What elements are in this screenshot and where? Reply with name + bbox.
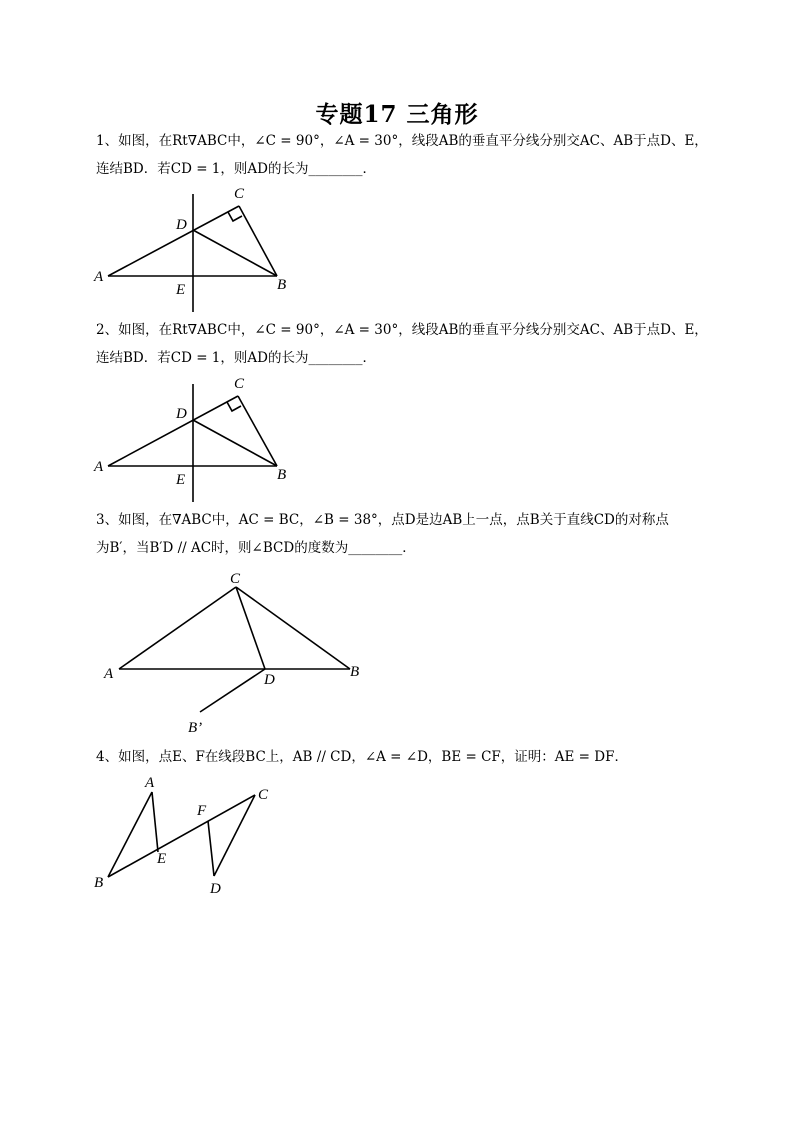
problem-3-line-1: 3、如图，在∇ABC中，AC = BC，∠B = 38°，点D是边AB上一点，点B关于直线CD的对称点 (96, 512, 669, 528)
label-b: B (277, 277, 287, 293)
problem-1-line-2: 连结BD．若CD = 1，则AD的长为________． (96, 161, 376, 177)
label-b-prime: B’ (188, 720, 203, 736)
label-e: E (176, 282, 186, 298)
label-a: A (94, 269, 104, 285)
label-d: D (210, 881, 221, 897)
label-e: E (176, 472, 186, 488)
label-d: D (176, 217, 187, 233)
label-b: B (94, 875, 104, 891)
label-a: A (94, 459, 104, 475)
label-d: D (264, 672, 275, 688)
label-c: C (234, 186, 245, 202)
problem-2-line-1: 2、如图，在Rt∇ABC中，∠C = 90°，∠A = 30°，线段AB的垂直平分线分别交AC、AB于点D、E， (96, 322, 708, 338)
label-b: B (277, 467, 287, 483)
problem-1-line-1: 1、如图，在Rt∇ABC中，∠C = 90°，∠A = 30°，线段AB的垂直平分线分别交AC、AB于点D、E， (96, 133, 708, 149)
label-d: D (176, 406, 187, 422)
label-a: A (104, 666, 114, 682)
label-a: A (145, 775, 155, 791)
problem-4-line-1: 4、如图，点E、F在线段BC上，AB // CD，∠A = ∠D，BE = CF，证明：AE = DF． (96, 749, 628, 765)
label-c: C (234, 376, 245, 392)
label-c: C (230, 571, 241, 587)
label-e: E (157, 851, 167, 867)
label-c: C (258, 787, 269, 803)
page-title: 专题17 三角形 (315, 101, 479, 128)
label-b: B (350, 664, 360, 680)
problem-2-line-2: 连结BD．若CD = 1，则AD的长为________． (96, 350, 376, 366)
segment-ae (152, 792, 158, 852)
label-f: F (197, 803, 207, 819)
segment-fd (208, 821, 214, 876)
problem-3-line-2: 为B′，当B′D // AC时，则∠BCD的度数为________． (96, 540, 416, 556)
